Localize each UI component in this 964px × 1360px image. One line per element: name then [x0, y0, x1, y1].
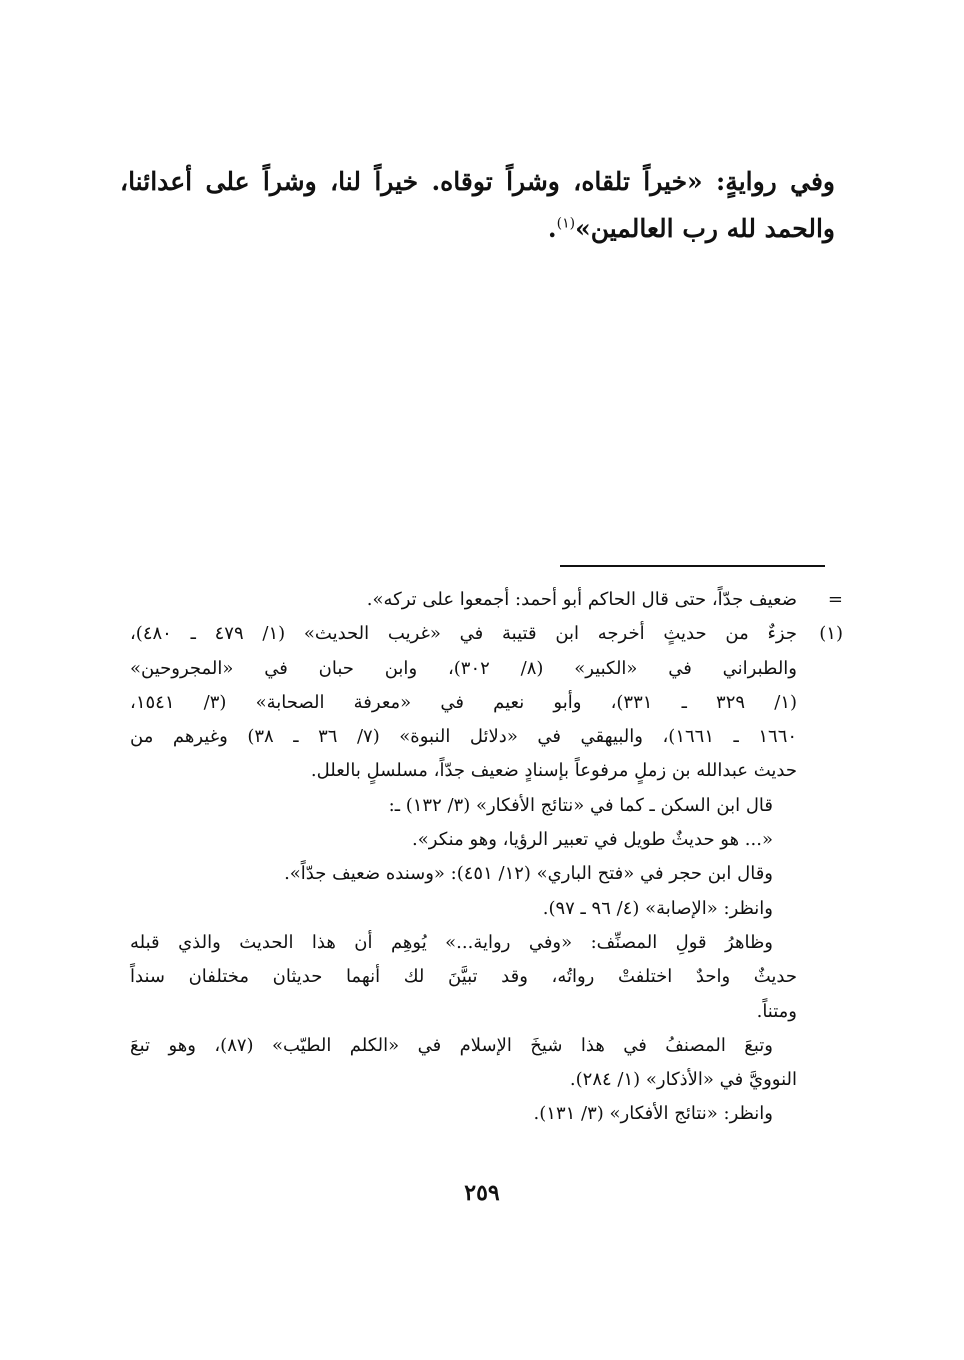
- footnote-separator: [560, 565, 825, 567]
- footnote-1-body: [120, 617, 797, 1131]
- footnote-1-para3-line: وتبعَ المصنفُ في هذا شيخَ الإسلام في «الكلم الطيّب» (٨٧)، وهو تبعَ: [130, 1034, 773, 1056]
- footnote-1-para2-line: وظاهرُ قولِ المصنِّف: «وفي رواية...» يُوهِم أن هذا الحديث والذي قبله: [130, 931, 773, 953]
- footnote-1-indented-line: وقال ابن حجر في «فتح الباري» (١٢/ ٤٥١): «وسنده ضعيف جدّاً».: [284, 863, 773, 885]
- page-number: ٢٥٩: [464, 1180, 500, 1206]
- footnote-1-indented-line: وانظر: «الإصابة» (٤/ ٩٦ ـ ٩٧).: [542, 897, 773, 919]
- footnote-1-line: والطبراني في «الكبير» (٨/ ٣٠٢)، وابن حبان في «المجروحين»: [130, 657, 797, 679]
- footnote-1-line: حديث عبدالله بن زملٍ مرفوعاً بإسنادٍ ضعيف جدّاً، مسلسلٍ بالعلل.: [310, 760, 797, 782]
- footnote-1-line: ١٦٦٠ ـ ١٦٦١)، والبيهقي في «دلائل النبوة» (٧/ ٣٦ ـ ٣٨) وغيرهم من: [130, 726, 798, 748]
- footnote-1-line: جزءٌ من حديثٍ أخرجه ابن قتيبة في «غريب الحديث» (١/ ٤٧٩ ـ ٤٨٠)،: [130, 623, 797, 645]
- footnotes-block: [120, 583, 843, 1132]
- footnote-1-marker: (١): [819, 623, 843, 645]
- footnote-1-indented-line: قال ابن السكن ـ كما في «نتائج الأفكار» (٣/ ١٣٢) ـ:: [388, 794, 773, 816]
- footnote-reference-1[interactable]: (١): [556, 215, 576, 232]
- main-text-line-2: [120, 205, 835, 252]
- main-text-line-2-text: والحمد لله رب العالمين»: [575, 214, 835, 243]
- continuation-marker: =: [827, 589, 843, 610]
- footnote-1-para2-line: ومتناً.: [756, 1000, 797, 1022]
- footnote-1-para2-line: حديثٌ واحدٌ اختلفتْ رواتُه، وقد تبيَّنَ لك أنهما حديثان مختلفان سنداً: [130, 966, 797, 988]
- main-text-closing: .: [547, 214, 557, 243]
- footnote-1-para3-line: وانظر: «نتائج الأفكار» (٣/ ١٣١).: [533, 1103, 773, 1125]
- main-text-block: [120, 158, 835, 252]
- footnote-1-indented-line: «... هو حديثٌ طويل في تعبير الرؤيا، وهو منكر».: [412, 829, 773, 851]
- footnote-continuation: [120, 583, 843, 617]
- footnote-1-line: (١/ ٣٢٩ ـ ٣٣١)، وأبو نعيم في «معرفة الصحابة» (٣/ ١٥٤١،: [130, 691, 798, 713]
- main-text-line-1: وفي روايةٍ: «خيراً تلقاه، وشراً توقاه. خيراً لنا، وشراً على أعدائنا،: [120, 167, 835, 196]
- continuation-line: ضعيف جدّاً، حتى قال الحاكم أبو أحمد: أجمعوا على تركه».: [366, 589, 797, 610]
- footnote-1-para3-line: النوويَّ في «الأذكار» (١/ ٢٨٤).: [569, 1069, 797, 1091]
- footnote-1: [120, 617, 843, 1131]
